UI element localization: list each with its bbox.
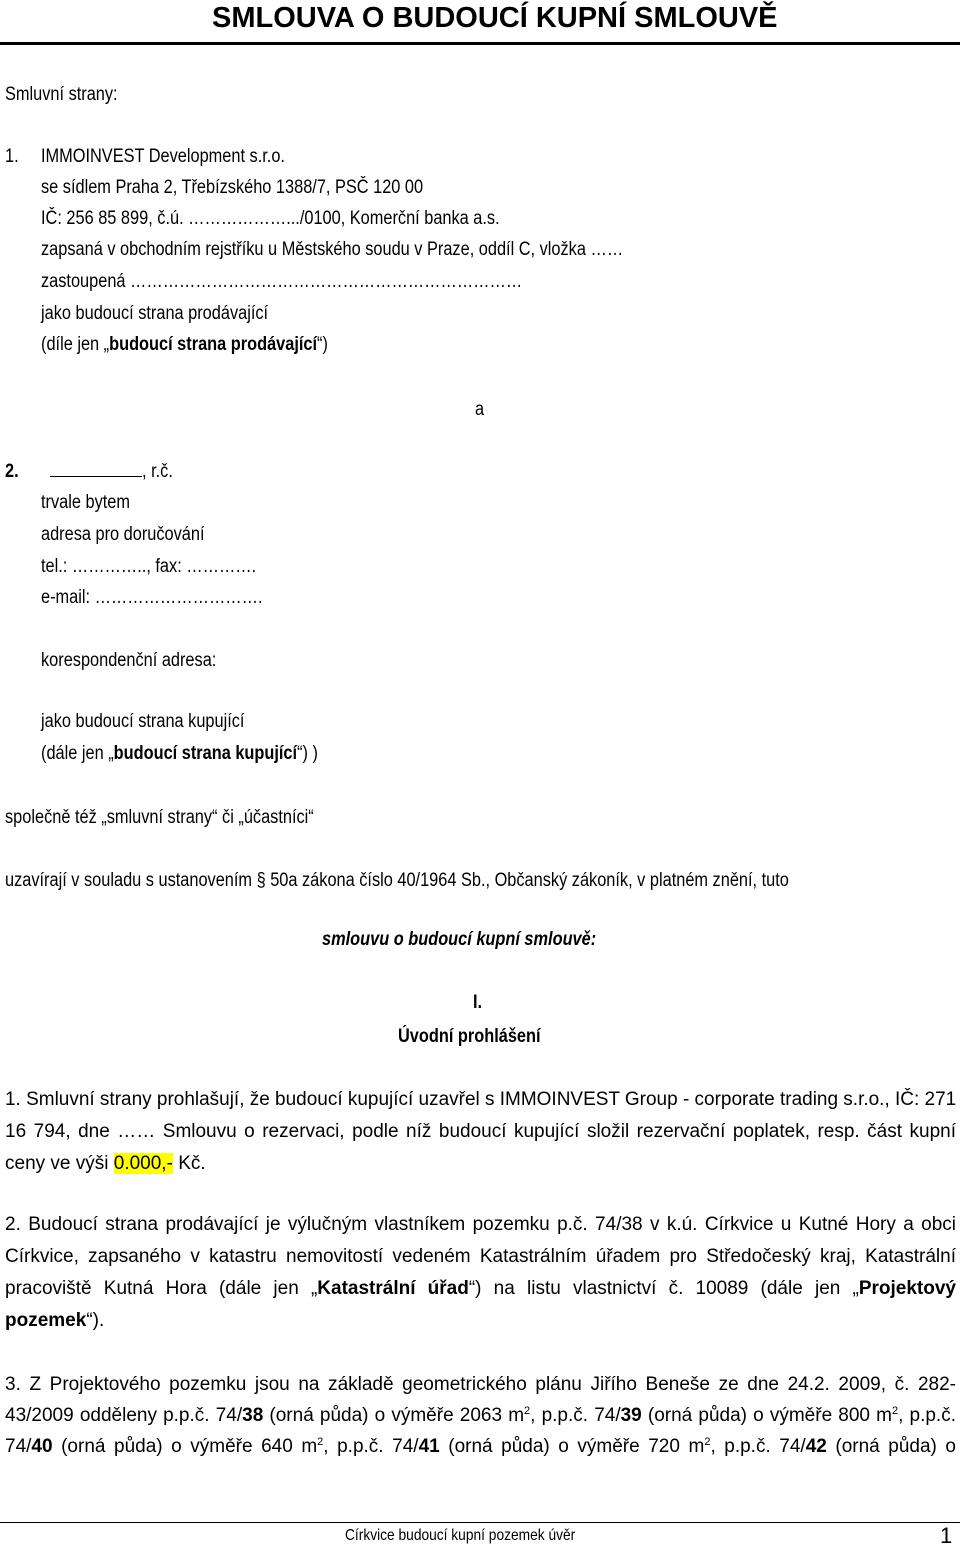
buyer-role: jako budoucí strana kupující — [41, 711, 245, 732]
footer-divider — [0, 1522, 960, 1523]
paragraph-2-line-4: pozemek“). — [5, 1310, 105, 1331]
seller-ic: IČ: 256 85 899, č.ú. ……………….../0100, Komerční banka a.s. — [41, 208, 500, 229]
paragraph-2-line-3: pracoviště Kutná Hora (dále jen „Katastrální úřad“) na listu vlastnictví č. 10089 (dále jen „Projektový — [5, 1278, 956, 1299]
buyer-name-rc: , r.č. — [50, 461, 178, 483]
page-number: 1 — [940, 1523, 953, 1548]
buyer-tel-fax: tel.: ………….., fax: …………. — [41, 556, 257, 577]
seller-register: zapsaná v obchodním rejstříku u Městského soudu v Praze, oddíl C, vložka …… — [41, 239, 624, 260]
document-title: SMLOUVA O BUDOUCÍ KUPNÍ SMLOUVĚ — [212, 2, 778, 34]
parties-heading: Smluvní strany: — [5, 84, 118, 105]
seller-seat: se sídlem Praha 2, Třebízského 1388/7, PSČ 120 00 — [41, 177, 424, 198]
footer-text: Církvice budoucí kupní pozemek úvěr — [345, 1527, 576, 1544]
seller-represented: zastoupená ……………………………………………………………… — [41, 271, 523, 292]
seller-number: 1. — [5, 146, 19, 167]
contract-name: smlouvu o budoucí kupní smlouvě: — [322, 929, 597, 950]
paragraph-2-line-1: 2. Budoucí strana prodávající je výlučným vlastníkem pozemku p.č. 74/38 v k.ú. Církvice u Kutné Hory a obci — [5, 1214, 956, 1235]
seller-role: jako budoucí strana prodávající — [41, 303, 269, 324]
amount-highlight: 0.000,- — [113, 1153, 173, 1174]
paragraph-3-line-3: 74/40 (orná půda) o výměře 640 $m^2$, p.p.č. 74/41 (orná půda) o výměře 720 $m^2$, p.p.č. 74/42 (orná půda) o — [5, 1436, 956, 1457]
jointly-statement: společně též „smluvní strany“ či „účastníci“ — [5, 807, 314, 828]
buyer-number: 2. — [5, 461, 19, 482]
title-divider — [0, 42, 960, 45]
seller-hereinafter: (díle jen „budoucí strana prodávající“) — [41, 334, 328, 355]
paragraph-1-line-2: 16 794, dne …… Smlouvu o rezervaci, podle níž budoucí kupující složil rezervační poplatek, resp. část kupní — [5, 1121, 956, 1142]
paragraph-3-line-1: 3. Z Projektového pozemku jsou na základě geometrického plánu Jiřího Beneše ze dne 24.2. 2009, č. 282- — [5, 1374, 956, 1395]
buyer-name-blank[interactable] — [50, 462, 142, 477]
seller-name: IMMOINVEST Development s.r.o. — [41, 146, 285, 167]
paragraph-1-line-3: ceny ve výši 0.000,- Kč. — [5, 1153, 206, 1174]
section-number: I. — [473, 992, 483, 1013]
paragraph-2-line-2: Církvice, zapsaného v katastru nemovitostí vedeném Katastrálním úřadem pro Středočeský kraj, Katastrální — [5, 1246, 956, 1267]
buyer-correspondence: korespondenční adresa: — [41, 650, 217, 671]
paragraph-1-line-1: 1. Smluvní strany prohlašují, že budoucí kupující uzavřel s IMMOINVEST Group - corporate trading s.r.o., IČ: 271 — [5, 1089, 957, 1110]
conclude-statement: uzavírají v souladu s ustanovením § 50a zákona číslo 40/1964 Sb., Občanský zákoník, v platném znění, tuto — [5, 870, 789, 891]
buyer-hereinafter: (dále jen „budoucí strana kupující“) ) — [41, 743, 318, 764]
buyer-email: e-mail: …………………………. — [41, 587, 263, 608]
buyer-residence: trvale bytem — [41, 492, 130, 513]
paragraph-3-line-2: 43/2009 odděleny p.p.č. 74/38 (orná půda) o výměře 2063 $m^2$, p.p.č. 74/39 (orná půda) o výměře 800 $m^2$, p.p.č. — [5, 1405, 956, 1426]
section-title: Úvodní prohlášení — [398, 1026, 541, 1047]
conjunction: a — [475, 399, 485, 420]
buyer-delivery-address: adresa pro doručování — [41, 524, 205, 545]
